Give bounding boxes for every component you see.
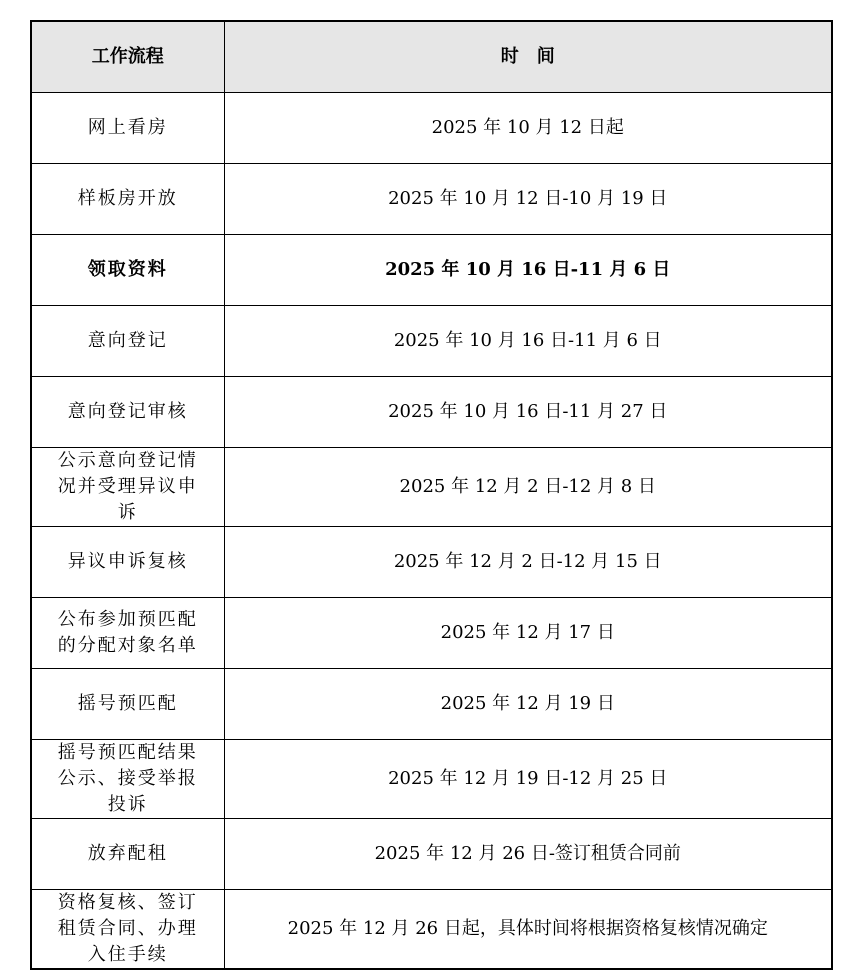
workflow-step: 意向登记审核 xyxy=(31,377,224,448)
step-time: 2025 年 12 月 19 日-12 月 25 日 xyxy=(224,740,832,819)
step-time: 2025 年 12 月 26 日-签订租赁合同前 xyxy=(224,819,832,890)
workflow-step: 摇号预匹配 xyxy=(31,669,224,740)
table-row xyxy=(31,819,832,890)
step-time: 2025 年 10 月 12 日-10 月 19 日 xyxy=(224,164,832,235)
workflow-step: 领取资料 xyxy=(31,235,224,306)
step-time: 2025 年 12 月 2 日-12 月 15 日 xyxy=(224,527,832,598)
table-row xyxy=(31,235,832,306)
step-time: 2025 年 10 月 16 日-11 月 6 日 xyxy=(224,235,832,306)
step-time: 2025 年 10 月 16 日-11 月 27 日 xyxy=(224,377,832,448)
workflow-step: 资格复核、签订租赁合同、办理入住手续 xyxy=(31,890,224,970)
table-row xyxy=(31,527,832,598)
table-row xyxy=(31,669,832,740)
workflow-step: 意向登记 xyxy=(31,306,224,377)
table-row xyxy=(31,598,832,669)
table-row xyxy=(31,890,832,970)
step-time: 2025 年 12 月 2 日-12 月 8 日 xyxy=(224,448,832,527)
workflow-step: 公示意向登记情况并受理异议申诉 xyxy=(31,448,224,527)
schedule-table xyxy=(30,20,833,970)
workflow-step: 放弃配租 xyxy=(31,819,224,890)
table-row xyxy=(31,164,832,235)
table-row xyxy=(31,377,832,448)
header-time: 时 间 xyxy=(224,21,832,93)
workflow-step: 样板房开放 xyxy=(31,164,224,235)
workflow-step: 摇号预匹配结果公示、接受举报投诉 xyxy=(31,740,224,819)
table-row xyxy=(31,448,832,527)
table-header-row xyxy=(31,21,832,93)
step-time: 2025 年 12 月 26 日起，具体时间将根据资格复核情况确定 xyxy=(224,890,832,970)
step-time: 2025 年 10 月 12 日起 xyxy=(224,93,832,164)
workflow-step: 异议申诉复核 xyxy=(31,527,224,598)
table-row xyxy=(31,740,832,819)
workflow-step: 网上看房 xyxy=(31,93,224,164)
table-row xyxy=(31,93,832,164)
table-row xyxy=(31,306,832,377)
workflow-step: 公布参加预匹配的分配对象名单 xyxy=(31,598,224,669)
step-time: 2025 年 12 月 17 日 xyxy=(224,598,832,669)
header-workflow: 工作流程 xyxy=(31,21,224,93)
step-time: 2025 年 12 月 19 日 xyxy=(224,669,832,740)
step-time: 2025 年 10 月 16 日-11 月 6 日 xyxy=(224,306,832,377)
